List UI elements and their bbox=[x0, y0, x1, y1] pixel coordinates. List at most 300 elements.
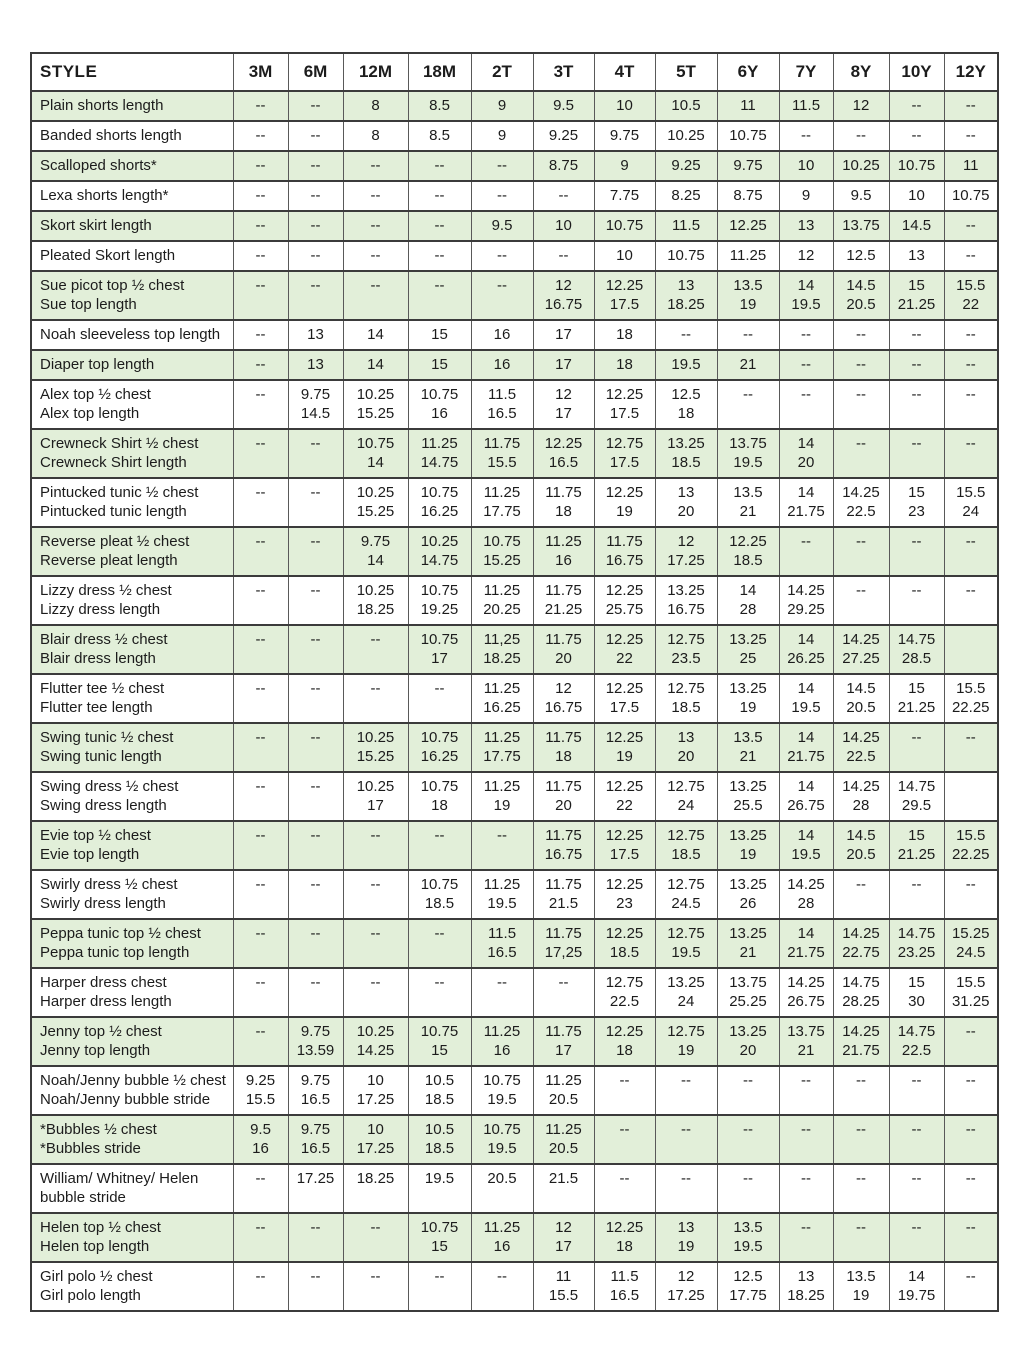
size-value: 13.75 bbox=[787, 1023, 825, 1040]
size-value: -- bbox=[743, 386, 753, 403]
size-value-cell bbox=[288, 151, 343, 181]
size-value-cell bbox=[343, 1164, 408, 1213]
size-value-cell bbox=[533, 478, 594, 527]
size-value: 18.25 bbox=[356, 1170, 395, 1187]
size-value-cell bbox=[655, 919, 717, 968]
size-value-cell bbox=[655, 121, 717, 151]
size-value: 16.5 bbox=[487, 405, 517, 422]
size-value: 15.25 bbox=[356, 405, 395, 422]
size-value-cell bbox=[779, 625, 833, 674]
size-value: 18 bbox=[555, 503, 572, 520]
size-value-cell bbox=[343, 1262, 408, 1311]
size-value-cell bbox=[594, 723, 655, 772]
size-value: 18 bbox=[431, 797, 448, 814]
size-value-cell bbox=[944, 151, 998, 181]
size-value: 9.5 bbox=[491, 217, 513, 234]
size-value: 28 bbox=[797, 895, 815, 912]
size-value-cell bbox=[471, 821, 533, 870]
size-value-cell bbox=[343, 772, 408, 821]
style-label-line: Harper dress length bbox=[40, 993, 172, 1010]
size-value: 21.75 bbox=[787, 503, 825, 520]
size-value: 26.75 bbox=[787, 993, 825, 1010]
size-value: 9 bbox=[497, 97, 507, 114]
size-value: 13.5 bbox=[733, 1219, 763, 1236]
style-label bbox=[31, 919, 233, 968]
size-value: -- bbox=[370, 1219, 381, 1236]
size-value-cell bbox=[779, 121, 833, 151]
size-value: 11.75 bbox=[545, 582, 582, 599]
size-value: 13.5 bbox=[733, 484, 763, 501]
size-value: 12 bbox=[677, 1268, 695, 1285]
size-value: 8.75 bbox=[548, 157, 579, 174]
size-value-cell bbox=[408, 821, 471, 870]
size-value: 10.75 bbox=[420, 876, 459, 893]
size-value: 14 bbox=[367, 326, 384, 343]
size-value-cell bbox=[408, 181, 471, 211]
size-value-cell bbox=[533, 821, 594, 870]
size-value: -- bbox=[255, 1268, 266, 1285]
style-label bbox=[31, 870, 233, 919]
size-value-cell bbox=[944, 211, 998, 241]
size-value: -- bbox=[856, 1121, 866, 1138]
size-value: 9.75 bbox=[609, 127, 640, 144]
size-value-cell bbox=[889, 821, 944, 870]
size-value: 12.75 bbox=[605, 974, 644, 991]
size-value: 19.5 bbox=[791, 296, 821, 313]
size-value: 20 bbox=[555, 797, 572, 814]
size-value: -- bbox=[965, 356, 976, 373]
size-value-cell bbox=[471, 121, 533, 151]
style-label-line: Girl polo ½ chest bbox=[40, 1268, 153, 1285]
size-value: 13.59 bbox=[296, 1042, 335, 1059]
size-value-cell bbox=[471, 527, 533, 576]
size-value: 13.25 bbox=[729, 876, 767, 893]
size-value: 12 bbox=[677, 533, 695, 550]
size-value: 12.25 bbox=[605, 729, 644, 746]
size-value: -- bbox=[255, 974, 266, 991]
size-value: 22 bbox=[616, 797, 633, 814]
size-value-cell bbox=[944, 723, 998, 772]
size-value: -- bbox=[856, 386, 866, 403]
size-value-cell bbox=[889, 1017, 944, 1066]
size-value: 14 bbox=[797, 631, 815, 648]
style-label-line: Lexa shorts length* bbox=[40, 187, 169, 204]
size-value: -- bbox=[310, 827, 321, 844]
size-value: 11.75 bbox=[545, 876, 582, 893]
size-value-cell bbox=[717, 674, 779, 723]
style-label-line: Noah/Jenny bubble ½ chest bbox=[40, 1072, 226, 1089]
size-value-cell bbox=[717, 968, 779, 1017]
column-header-size: 6Y bbox=[717, 53, 779, 91]
size-value-cell bbox=[889, 181, 944, 211]
size-value: 8.5 bbox=[429, 127, 450, 144]
style-label-line: *Bubbles ½ chest bbox=[40, 1121, 157, 1138]
size-value-cell bbox=[944, 919, 998, 968]
size-value: -- bbox=[370, 1268, 381, 1285]
size-value: 14 bbox=[797, 435, 815, 452]
size-value-cell bbox=[655, 350, 717, 380]
size-value: -- bbox=[856, 582, 866, 599]
size-value-cell bbox=[594, 271, 655, 320]
size-value-cell bbox=[408, 625, 471, 674]
size-value: 14 bbox=[797, 925, 815, 942]
size-value: 19.5 bbox=[733, 1238, 763, 1255]
size-value: 21.25 bbox=[544, 601, 583, 618]
style-label-line: Helen top ½ chest bbox=[40, 1219, 161, 1236]
column-header-size: 2T bbox=[471, 53, 533, 91]
size-value-cell bbox=[533, 151, 594, 181]
size-value: 11.75 bbox=[545, 729, 582, 746]
size-value: -- bbox=[856, 1170, 866, 1187]
size-value-cell bbox=[833, 870, 889, 919]
size-value: -- bbox=[255, 1170, 266, 1187]
size-value: -- bbox=[856, 326, 866, 343]
size-value: 20 bbox=[677, 503, 695, 520]
size-value-cell bbox=[533, 241, 594, 271]
size-value: 20 bbox=[739, 1042, 757, 1059]
size-value-cell bbox=[717, 380, 779, 429]
size-value: 30 bbox=[908, 993, 925, 1010]
size-value: -- bbox=[801, 1219, 811, 1236]
style-label-line: Diaper top length bbox=[40, 356, 155, 373]
style-label bbox=[31, 821, 233, 870]
size-value-cell bbox=[655, 151, 717, 181]
size-value: 9 bbox=[620, 157, 629, 174]
size-value-cell bbox=[779, 1115, 833, 1164]
size-value: -- bbox=[856, 533, 866, 550]
size-value: 14.5 bbox=[846, 680, 876, 697]
size-value: 10.25 bbox=[356, 729, 395, 746]
size-value: -- bbox=[310, 1219, 321, 1236]
size-value: -- bbox=[911, 1170, 922, 1187]
size-value-cell bbox=[471, 576, 533, 625]
size-value-cell bbox=[594, 576, 655, 625]
size-value-cell bbox=[779, 1164, 833, 1213]
style-label-line: Swing dress length bbox=[40, 797, 167, 814]
size-value: 10 bbox=[908, 187, 925, 204]
size-value-cell bbox=[233, 121, 288, 151]
size-value: 15.25 bbox=[356, 748, 395, 765]
style-label-line: Reverse pleat length bbox=[40, 552, 178, 569]
size-value: 14.25 bbox=[842, 729, 880, 746]
style-label-line: Noah sleeveless top length bbox=[40, 326, 221, 343]
column-header-size: 18M bbox=[408, 53, 471, 91]
size-value-cell bbox=[288, 211, 343, 241]
size-value-cell bbox=[533, 625, 594, 674]
size-value: 18 bbox=[616, 326, 633, 343]
size-value: 13.75 bbox=[729, 974, 767, 991]
size-value: 11 bbox=[740, 97, 756, 114]
size-value: 17 bbox=[555, 1042, 572, 1059]
size-value: 22 bbox=[962, 296, 980, 313]
size-value: 21.25 bbox=[897, 699, 936, 716]
size-value-cell bbox=[944, 674, 998, 723]
size-value-cell bbox=[533, 1017, 594, 1066]
size-value-cell bbox=[233, 478, 288, 527]
size-value: 16 bbox=[493, 1042, 511, 1059]
size-value: 24.5 bbox=[956, 944, 986, 961]
size-value: -- bbox=[681, 326, 691, 343]
style-label bbox=[31, 320, 233, 350]
size-value: 26 bbox=[739, 895, 757, 912]
size-value-cell bbox=[288, 1262, 343, 1311]
size-value: -- bbox=[801, 326, 811, 343]
size-value: -- bbox=[370, 277, 381, 294]
size-value: 14.75 bbox=[842, 974, 880, 991]
table-row bbox=[31, 772, 998, 821]
size-value: 19.75 bbox=[897, 1287, 936, 1304]
size-value: 14.75 bbox=[420, 552, 459, 569]
size-value-cell bbox=[343, 320, 408, 350]
size-value: 15.5 bbox=[487, 454, 517, 471]
size-value: 19 bbox=[677, 1042, 695, 1059]
size-value: 16.75 bbox=[605, 552, 644, 569]
size-value-cell bbox=[889, 478, 944, 527]
size-value: -- bbox=[965, 326, 976, 343]
size-value: 18.25 bbox=[356, 601, 395, 618]
size-value: 8 bbox=[371, 97, 380, 114]
table-body bbox=[31, 91, 998, 1311]
size-value: 14.5 bbox=[846, 827, 876, 844]
size-value-cell bbox=[655, 625, 717, 674]
size-value: 18 bbox=[555, 748, 572, 765]
size-value-cell bbox=[533, 674, 594, 723]
size-value: 18.5 bbox=[671, 846, 701, 863]
size-value-cell bbox=[594, 527, 655, 576]
size-value: -- bbox=[310, 778, 321, 795]
size-value: 10 bbox=[616, 97, 633, 114]
size-value: -- bbox=[255, 876, 266, 893]
size-value-cell bbox=[471, 1262, 533, 1311]
size-value-cell bbox=[288, 870, 343, 919]
size-value-cell bbox=[288, 919, 343, 968]
size-value: 20.5 bbox=[846, 699, 876, 716]
size-value: 14.25 bbox=[842, 631, 880, 648]
size-value-cell bbox=[594, 1164, 655, 1213]
table-row bbox=[31, 1164, 998, 1213]
size-value-cell bbox=[408, 478, 471, 527]
size-value: 12.75 bbox=[667, 876, 705, 893]
size-value: 12 bbox=[555, 277, 572, 294]
size-value: -- bbox=[434, 277, 445, 294]
size-value: 17,25 bbox=[544, 944, 583, 961]
size-value: 25.25 bbox=[729, 993, 767, 1010]
size-value-cell bbox=[655, 1262, 717, 1311]
size-value: 9.75 bbox=[360, 533, 391, 550]
size-value: 10.75 bbox=[667, 247, 705, 264]
size-value: 17 bbox=[555, 356, 572, 373]
size-value: 28 bbox=[739, 601, 757, 618]
size-value-cell bbox=[779, 91, 833, 121]
size-value-cell bbox=[889, 919, 944, 968]
size-value-cell bbox=[594, 350, 655, 380]
size-value-cell bbox=[833, 181, 889, 211]
size-value-cell bbox=[533, 380, 594, 429]
size-value: -- bbox=[255, 680, 266, 697]
size-value-cell bbox=[471, 91, 533, 121]
size-value-cell bbox=[779, 870, 833, 919]
size-value-cell bbox=[944, 121, 998, 151]
size-value-cell bbox=[717, 429, 779, 478]
size-value-cell bbox=[533, 1164, 594, 1213]
size-value: 16.25 bbox=[420, 503, 459, 520]
style-label bbox=[31, 91, 233, 121]
size-value: 16 bbox=[493, 1238, 511, 1255]
size-value: 16.75 bbox=[544, 296, 583, 313]
size-value: 14.75 bbox=[897, 1023, 936, 1040]
size-value-cell bbox=[944, 241, 998, 271]
style-label-line: Lizzy dress length bbox=[40, 601, 161, 618]
size-value-cell bbox=[944, 968, 998, 1017]
size-value: 19.25 bbox=[420, 601, 459, 618]
size-value: 15.5 bbox=[245, 1091, 276, 1108]
size-value: 23.5 bbox=[671, 650, 701, 667]
column-header-size: 3M bbox=[233, 53, 288, 91]
table-row bbox=[31, 821, 998, 870]
size-value: -- bbox=[619, 1170, 630, 1187]
size-value: 14.25 bbox=[356, 1042, 395, 1059]
size-value: 10.75 bbox=[420, 631, 459, 648]
size-value: 15.5 bbox=[956, 680, 986, 697]
size-value: -- bbox=[370, 680, 381, 697]
size-value-cell bbox=[343, 271, 408, 320]
size-value-cell bbox=[717, 1017, 779, 1066]
size-value-cell bbox=[594, 211, 655, 241]
size-value: 18.5 bbox=[733, 552, 763, 569]
size-value: 14 bbox=[797, 778, 815, 795]
table-row bbox=[31, 320, 998, 350]
size-value-cell bbox=[655, 380, 717, 429]
size-value: 11.25 bbox=[483, 876, 521, 893]
style-label-line: Lizzy dress ½ chest bbox=[40, 582, 172, 599]
size-value-cell bbox=[944, 1213, 998, 1262]
style-label-line: Flutter tee length bbox=[40, 699, 153, 716]
size-value-cell bbox=[343, 1213, 408, 1262]
size-value-cell bbox=[779, 350, 833, 380]
size-value: 13.25 bbox=[667, 435, 705, 452]
size-value-cell bbox=[408, 320, 471, 350]
size-value-cell bbox=[944, 1066, 998, 1115]
table-row bbox=[31, 1017, 998, 1066]
size-value: 16.75 bbox=[544, 846, 583, 863]
style-label-line: Sue picot top ½ chest bbox=[40, 277, 185, 294]
size-value: 12.25 bbox=[605, 631, 644, 648]
size-value-cell bbox=[833, 350, 889, 380]
size-value: 21 bbox=[739, 944, 757, 961]
size-value-cell bbox=[408, 576, 471, 625]
size-value-cell bbox=[717, 478, 779, 527]
size-value: 10.75 bbox=[420, 1219, 459, 1236]
size-value: -- bbox=[255, 484, 266, 501]
size-value: 10.5 bbox=[424, 1072, 455, 1089]
size-value: 17 bbox=[555, 326, 572, 343]
size-value: -- bbox=[310, 631, 321, 648]
size-value-cell bbox=[717, 241, 779, 271]
size-value-cell bbox=[594, 380, 655, 429]
size-value-cell bbox=[471, 320, 533, 350]
size-value-cell bbox=[471, 151, 533, 181]
size-value: 14.25 bbox=[787, 974, 825, 991]
style-label-line: Sue top length bbox=[40, 296, 137, 313]
size-value: -- bbox=[965, 1170, 976, 1187]
size-value-cell bbox=[408, 1262, 471, 1311]
style-label-line: Blair dress length bbox=[40, 650, 156, 667]
size-value: 12.25 bbox=[605, 925, 644, 942]
column-header-size: 5T bbox=[655, 53, 717, 91]
size-value: 13.25 bbox=[729, 925, 767, 942]
size-value-cell bbox=[408, 380, 471, 429]
size-value: 11.25 bbox=[545, 1072, 582, 1089]
style-label-line: bubble stride bbox=[40, 1189, 126, 1206]
style-label-line: Jenny top length bbox=[40, 1042, 151, 1059]
size-value: 11.75 bbox=[545, 778, 582, 795]
size-value: 11.25 bbox=[421, 435, 458, 452]
size-value: 17 bbox=[555, 1238, 572, 1255]
size-value: 20 bbox=[797, 454, 815, 471]
size-value: -- bbox=[965, 97, 976, 114]
size-value: 9.25 bbox=[548, 127, 579, 144]
size-value: -- bbox=[310, 97, 321, 114]
size-value-cell bbox=[833, 723, 889, 772]
size-value-cell bbox=[833, 271, 889, 320]
size-value-cell bbox=[944, 870, 998, 919]
size-value: 19 bbox=[739, 296, 757, 313]
style-label-line: Pintucked tunic ½ chest bbox=[40, 484, 199, 501]
size-value-cell bbox=[655, 1115, 717, 1164]
size-value-cell bbox=[944, 772, 998, 821]
size-value-cell bbox=[408, 1164, 471, 1213]
size-value-cell bbox=[717, 870, 779, 919]
size-value-cell bbox=[233, 350, 288, 380]
size-value-cell bbox=[471, 380, 533, 429]
size-value: -- bbox=[743, 1170, 753, 1187]
size-value-cell bbox=[594, 121, 655, 151]
size-value: -- bbox=[911, 876, 922, 893]
size-value: 20.5 bbox=[846, 296, 876, 313]
size-value: 10.75 bbox=[420, 386, 459, 403]
size-value-cell bbox=[343, 211, 408, 241]
size-value-cell bbox=[471, 350, 533, 380]
style-label-line: Peppa tunic top length bbox=[40, 944, 190, 961]
style-label-line: Banded shorts length bbox=[40, 127, 182, 144]
size-value-cell bbox=[233, 429, 288, 478]
size-value: -- bbox=[310, 157, 321, 174]
size-value-cell bbox=[471, 181, 533, 211]
size-value: 12.25 bbox=[605, 680, 644, 697]
size-chart-table bbox=[30, 52, 999, 1312]
size-value: -- bbox=[497, 157, 507, 174]
style-label bbox=[31, 121, 233, 151]
style-label-line: Alex top ½ chest bbox=[40, 386, 151, 403]
size-value-cell bbox=[889, 1213, 944, 1262]
size-value: 11.25 bbox=[545, 533, 582, 550]
size-value-cell bbox=[233, 821, 288, 870]
style-label-line: Evie top ½ chest bbox=[40, 827, 151, 844]
size-value: 18.5 bbox=[424, 1140, 455, 1157]
size-value: -- bbox=[856, 876, 866, 893]
size-value-cell bbox=[655, 1017, 717, 1066]
style-label-line: Jenny top ½ chest bbox=[40, 1023, 162, 1040]
size-value: -- bbox=[911, 386, 922, 403]
size-value: -- bbox=[434, 680, 445, 697]
size-value-cell bbox=[779, 151, 833, 181]
size-value: 10.25 bbox=[667, 127, 705, 144]
size-value: 12.75 bbox=[667, 778, 705, 795]
size-value-cell bbox=[408, 91, 471, 121]
size-value: -- bbox=[911, 729, 922, 746]
size-value-cell bbox=[655, 271, 717, 320]
size-value: 22.5 bbox=[609, 993, 640, 1010]
